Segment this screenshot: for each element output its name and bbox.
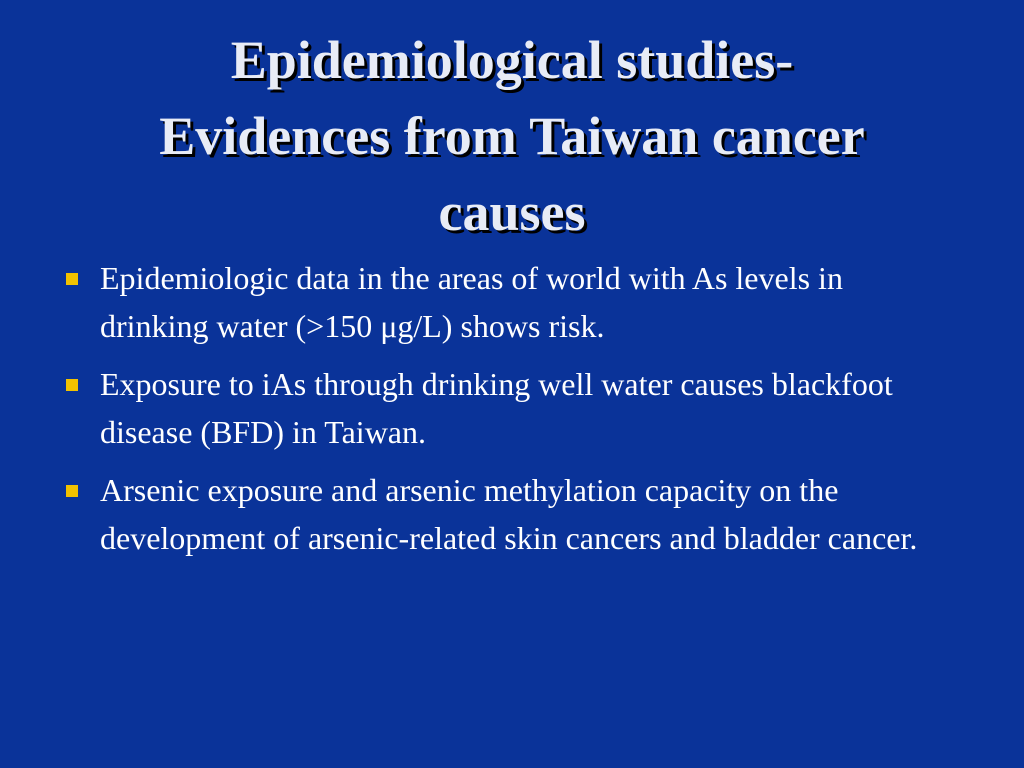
bullet-item — [60, 466, 920, 562]
slide-title — [60, 22, 964, 250]
bullet-text: Arsenic exposure and arsenic methylation capacity on the development of arsenic-related skin cancers and bladder cancer. — [100, 472, 918, 556]
title-line-2: Evidences from Taiwan cancer — [159, 106, 865, 166]
square-bullet-icon — [66, 379, 78, 391]
bullet-text: Exposure to iAs through drinking well water causes blackfoot disease (BFD) in Taiwan. — [100, 366, 893, 450]
title-line-3: causes — [438, 182, 586, 242]
bullet-list — [60, 254, 920, 572]
bullet-item — [60, 254, 920, 350]
bullet-text: Epidemiologic data in the areas of world with As levels in drinking water (>150 μg/L) shows risk. — [100, 260, 843, 344]
bullet-item — [60, 360, 920, 456]
square-bullet-icon — [66, 485, 78, 497]
title-line-1: Epidemiological studies- — [230, 30, 794, 90]
square-bullet-icon — [66, 273, 78, 285]
